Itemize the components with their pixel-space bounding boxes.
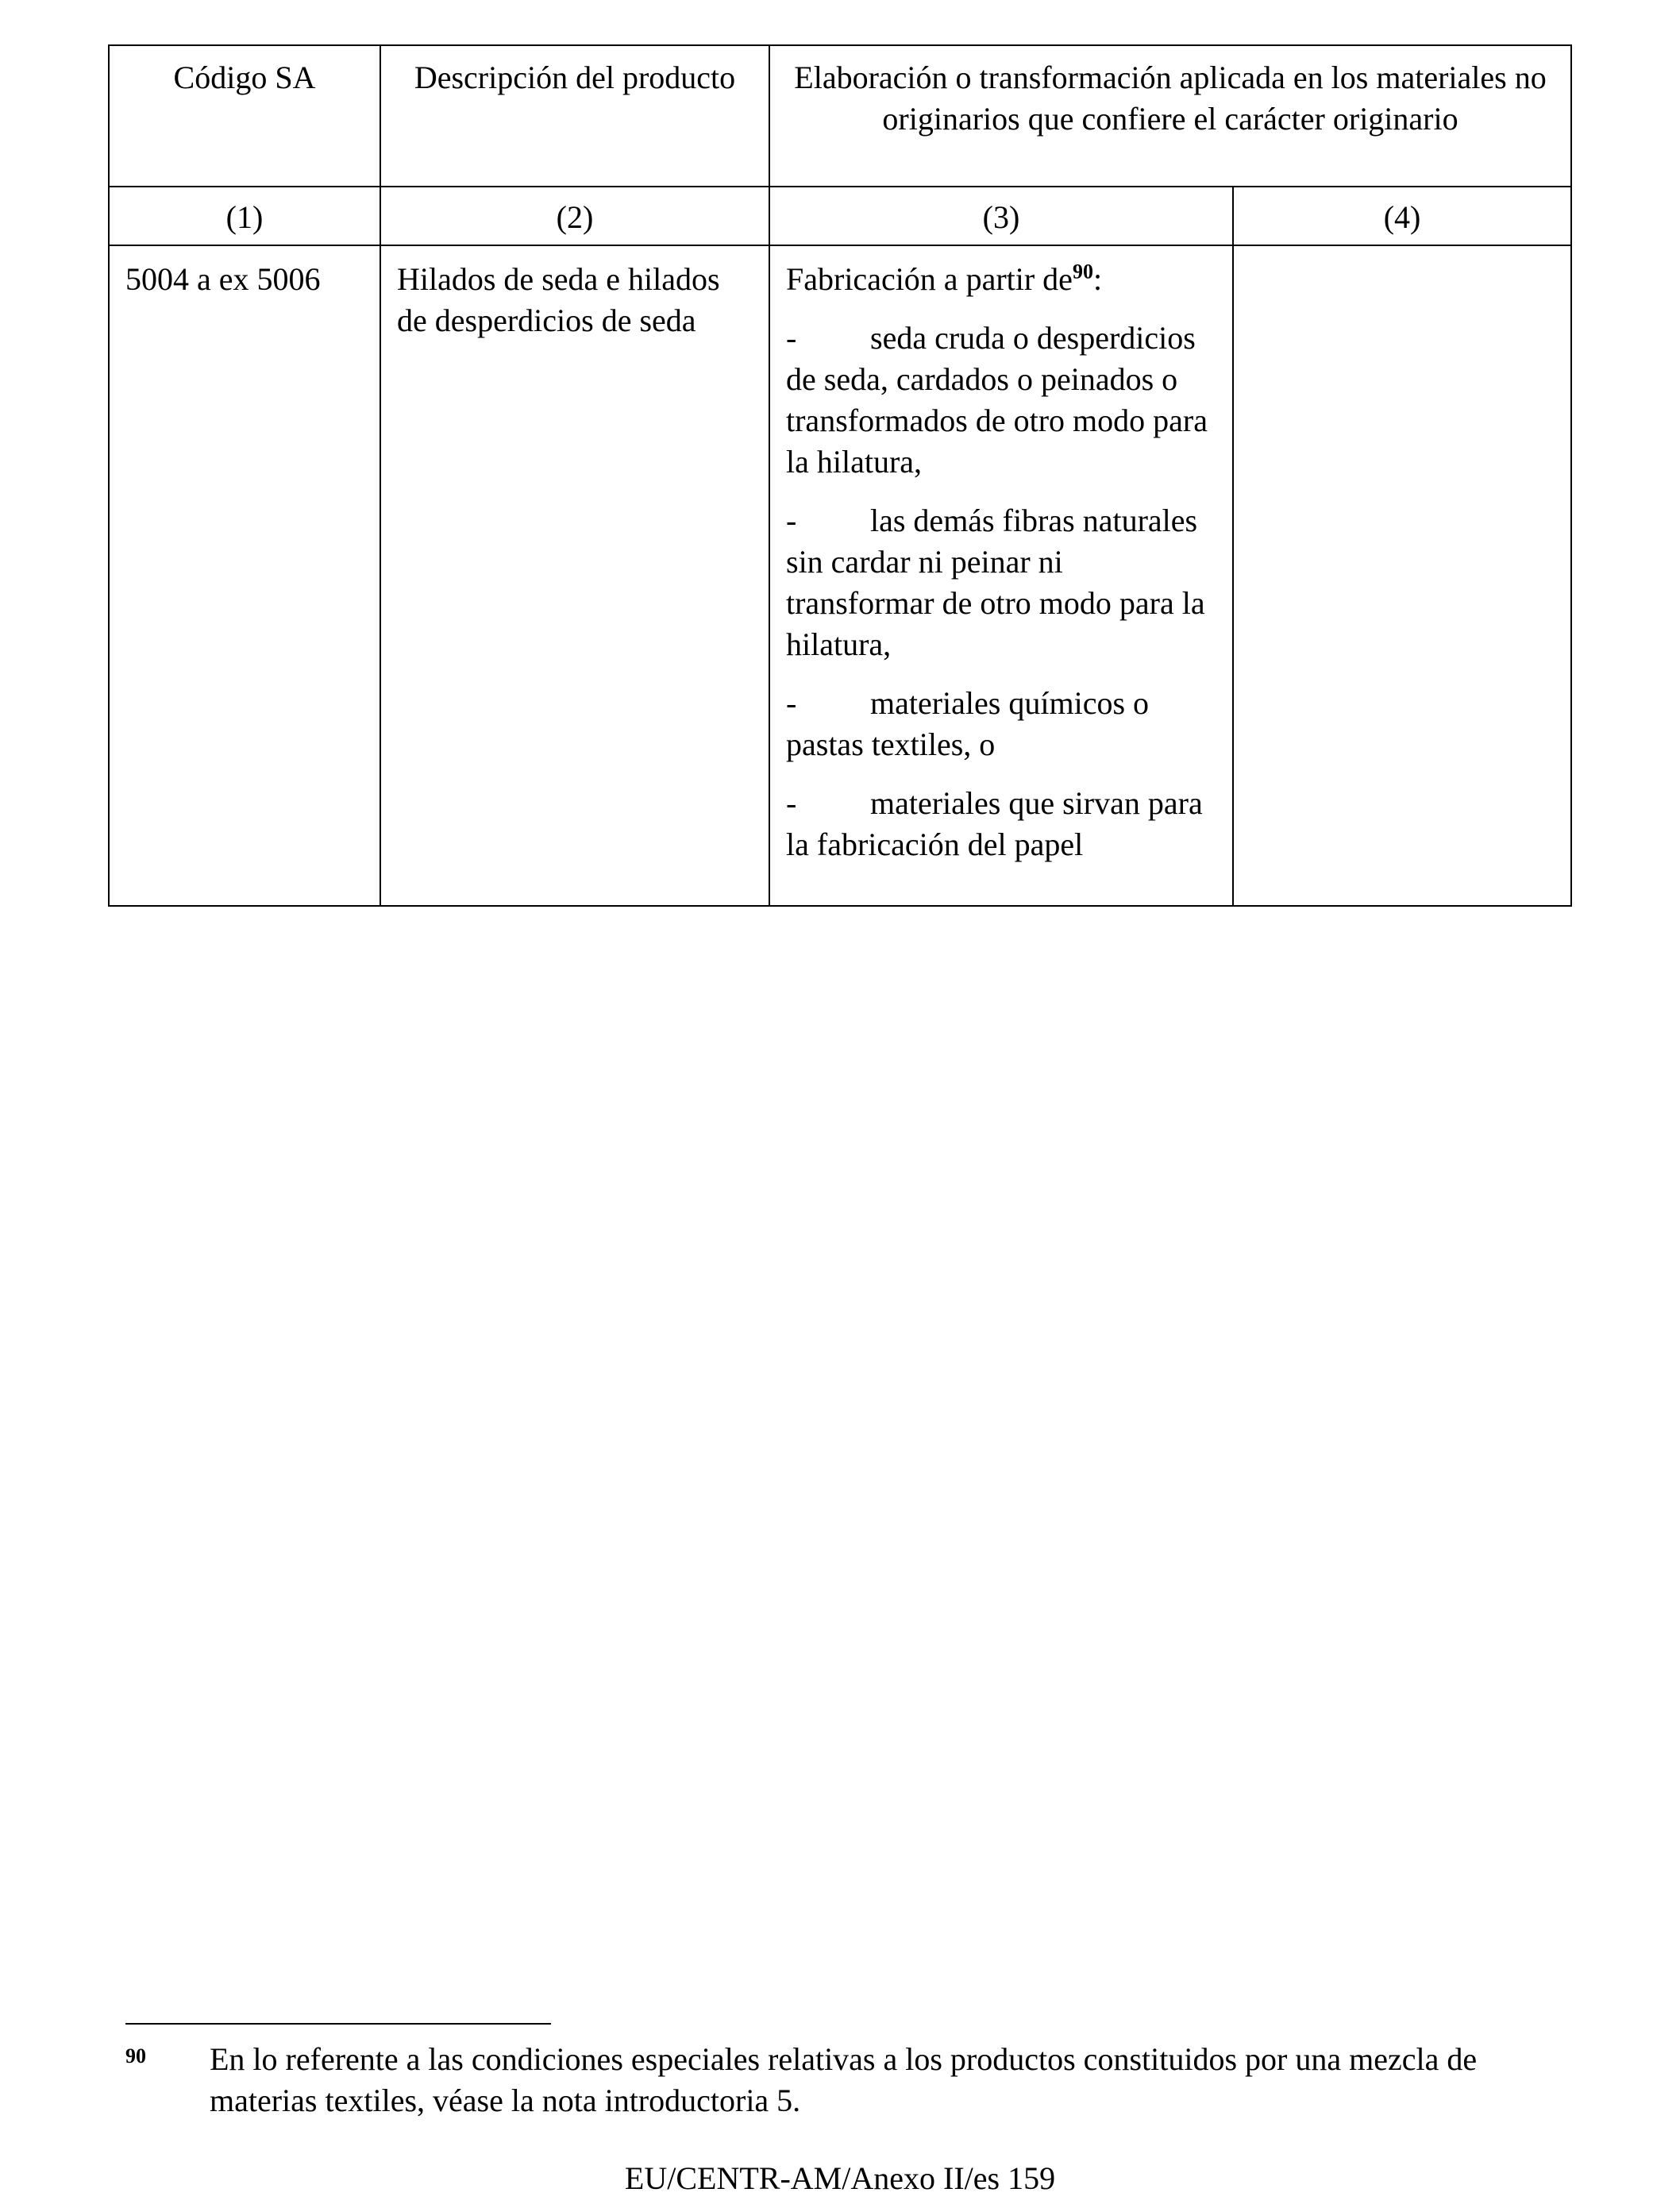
footnote-separator bbox=[125, 2023, 551, 2025]
list-dash: - bbox=[786, 320, 797, 356]
cell-column-4 bbox=[1233, 245, 1571, 906]
footnote-text: En lo referente a las condiciones especiales relativas a los productos constituidos por una mezcla de materias textiles, véase la nota introductoria 5. bbox=[210, 2041, 1478, 2118]
rule-intro: Fabricación a partir de bbox=[786, 261, 1073, 297]
list-dash: - bbox=[786, 503, 797, 538]
footnote bbox=[125, 2039, 1547, 2121]
list-dash: - bbox=[786, 785, 797, 821]
table-header-row bbox=[109, 45, 1571, 187]
column-number-1: (1) bbox=[109, 187, 380, 245]
rule-item-text: materiales que sirvan para la fabricación del papel bbox=[786, 785, 1203, 862]
cell-rule bbox=[769, 245, 1233, 906]
cell-hs-code: 5004 a ex 5006 bbox=[109, 245, 380, 906]
page-reference: EU/CENTR-AM/Anexo II/es 159 bbox=[624, 2160, 1056, 2196]
rule-item-text: las demás fibras naturales sin cardar ni peinar ni transformar de otro modo para la hilatura, bbox=[786, 503, 1205, 662]
column-number-2: (2) bbox=[380, 187, 769, 245]
rule-intro-colon: : bbox=[1092, 261, 1103, 297]
column-number-4: (4) bbox=[1233, 187, 1571, 245]
rule-list-item-4 bbox=[786, 783, 1216, 865]
column-number-3: (3) bbox=[769, 187, 1233, 245]
header-hs-code: Código SA bbox=[109, 45, 380, 187]
cell-product-description: Hilados de seda e hilados de desperdicios de seda bbox=[380, 245, 769, 906]
rule-list-item-2 bbox=[786, 500, 1216, 665]
footnote-reference[interactable]: 90 bbox=[1072, 260, 1093, 283]
header-product-description: Descripción del producto bbox=[380, 45, 769, 187]
rule-list-item-3 bbox=[786, 683, 1216, 765]
rule-item-text: seda cruda o desperdicios de seda, cardados o peinados o transformados de otro modo para la hilatura, bbox=[786, 320, 1208, 480]
footnote-number: 90 bbox=[125, 2044, 146, 2067]
origin-rules-table bbox=[108, 44, 1572, 907]
column-number-row bbox=[109, 187, 1571, 245]
table-row bbox=[109, 245, 1571, 906]
rule-list-item-1 bbox=[786, 318, 1216, 483]
list-dash: - bbox=[786, 685, 797, 721]
rule-item-text: materiales químicos o pastas textiles, o bbox=[786, 685, 1150, 762]
header-working-processing: Elaboración o transformación aplicada en los materiales no originarios que confiere el carácter originario bbox=[769, 45, 1571, 187]
